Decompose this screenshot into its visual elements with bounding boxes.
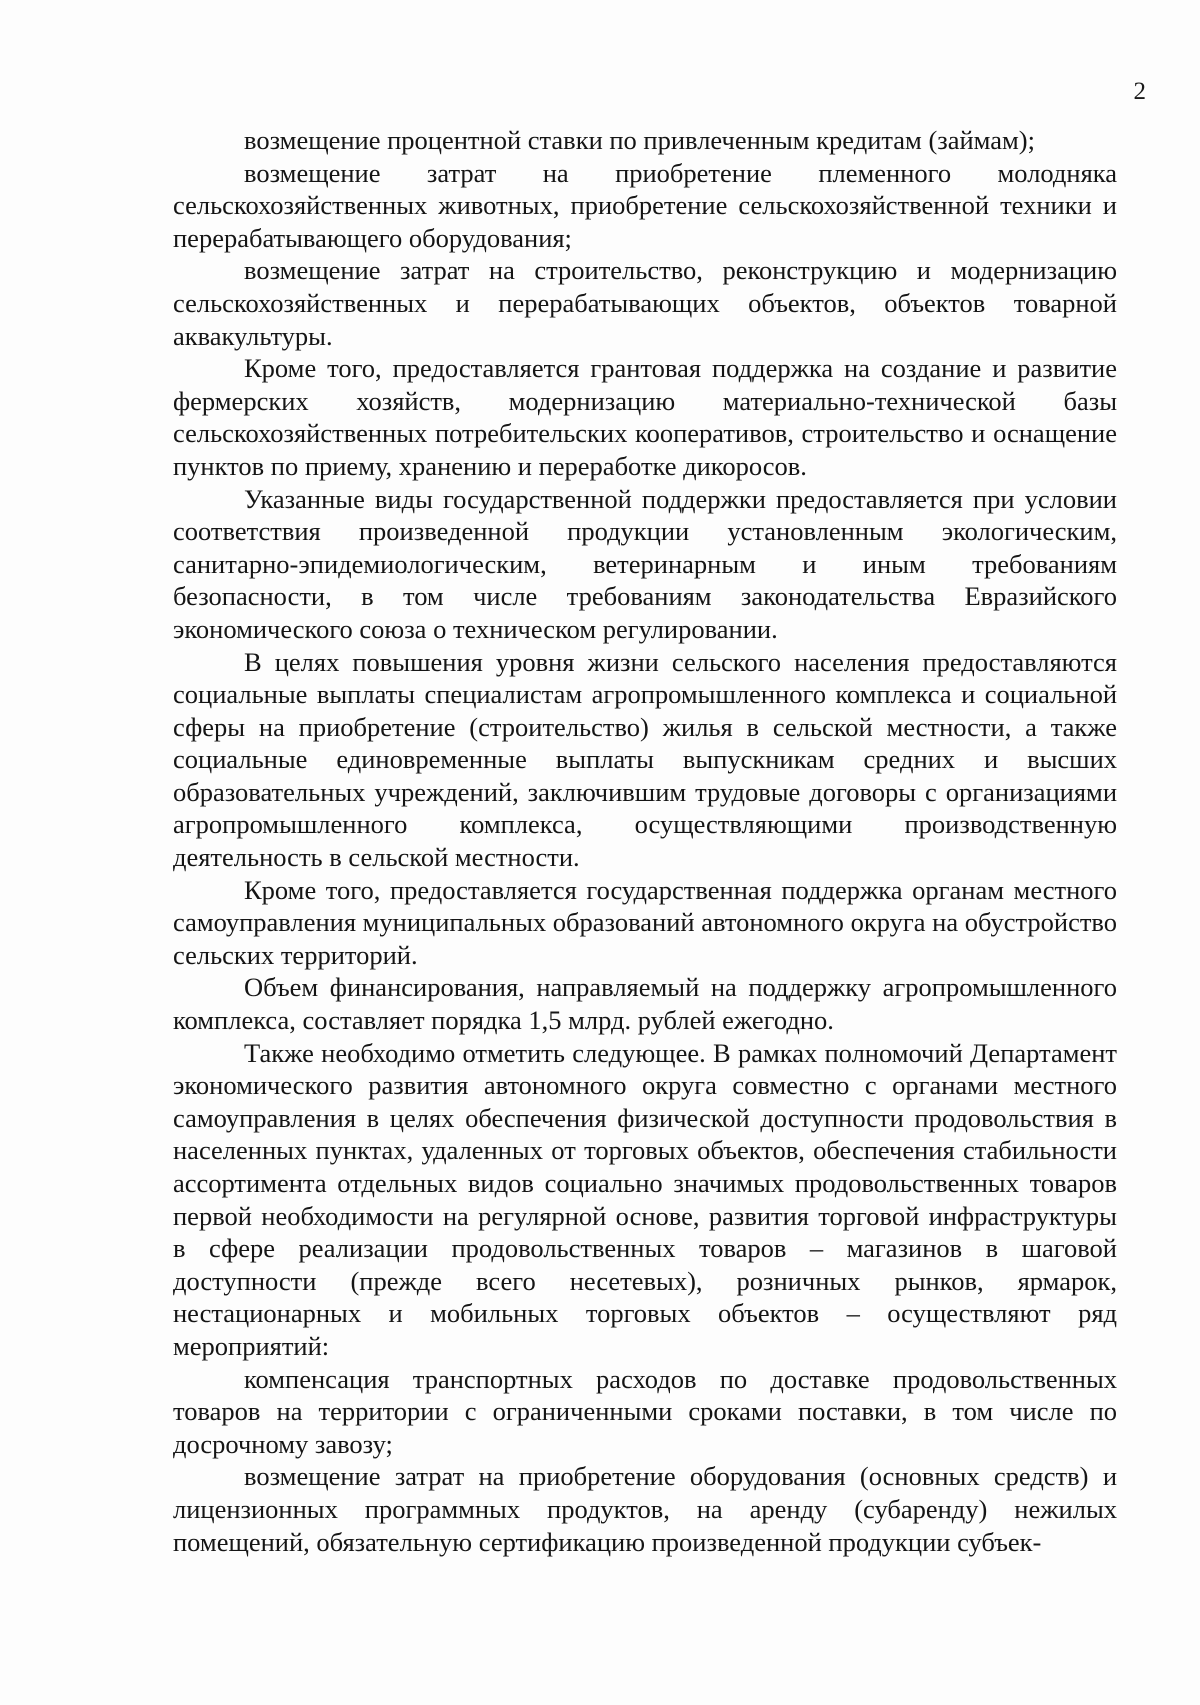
paragraph-conditions: Указанные виды государственной поддержки предоставляется при условии соответствия произведенной продукции установленным экологическим, санитарно-эпидемиологическим, ветеринарным и иным требованиям безопасности, в том числе требованиям законодательства Евразийского экономического союза о техническом регулировании. <box>173 483 1117 644</box>
page-number: 2 <box>1133 78 1146 105</box>
paragraph-social-payments: В целях повышения уровня жизни сельского населения предоставляются социальные выплаты специалистам агропромышленного комплекса и социальной сферы на приобретение (строительство) жилья в сельской местности, а также социальные единовременные выплаты выпускникам средних и высших образовательных учреждений, заключившим трудовые договоры с организациями агропромышленного комплекса, осуществляющими производственную деятельность в сельской местности. <box>173 646 1117 873</box>
document-body <box>173 124 1117 1558</box>
paragraph-construction: возмещение затрат на строительство, реконструкцию и модернизацию сельскохозяйственных и перерабатывающих объектов, объектов товарной аквакультуры. <box>173 255 1117 351</box>
paragraph-trade-measures: Также необходимо отметить следующее. В рамках полномочий Департамент экономического развития автономного округа совместно с органами местного самоуправления в целях обеспечения физической доступности продовольствия в населенных пунктах, удаленных от торговых объектов, обеспечения стабильности ассортимента отдельных видов социально значимых продовольственных товаров первой необходимости на регулярной основе, развития торговой инфраструктуры в сфере реализации продовольственных товаров – магазинов в шаговой доступности (прежде всего несетевых), розничных рынков, ярмарок, нестационарных и мобильных торговых объектов – осуществляют ряд мероприятий: <box>173 1037 1117 1361</box>
paragraph-transport-compensation: компенсация транспортных расходов по доставке продовольственных товаров на территории с ограниченными сроками поставки, в том числе по досрочному завозу; <box>173 1363 1117 1459</box>
paragraph-financing: Объем финансирования, направляемый на поддержку агропромышленного комплекса, составляет порядка 1,5 млрд. рублей ежегодно. <box>173 972 1117 1036</box>
paragraph-equipment-reimbursement: возмещение затрат на приобретение оборудования (основных средств) и лицензионных программных продуктов, на аренду (субаренду) нежилых помещений, обязательную сертификацию произведенной продукции субъек- <box>173 1461 1117 1557</box>
paragraph-interest-rate: возмещение процентной ставки по привлеченным кредитам (займам); <box>244 125 1035 155</box>
paragraph-livestock-equipment: возмещение затрат на приобретение племенного молодняка сельскохозяйственных животных, приобретение сельскохозяйственной техники и перерабатывающего оборудования; <box>173 157 1117 253</box>
paragraph-grant-support: Кроме того, предоставляется грантовая поддержка на создание и развитие фермерских хозяйств, модернизацию материально-технической базы сельскохозяйственных потребительских кооперативов, строительство и оснащение пунктов по приему, хранению и переработке дикоросов. <box>173 353 1117 481</box>
paragraph-rural-territories: Кроме того, предоставляется государственная поддержка органам местного самоуправления муниципальных образований автономного округа на обустройство сельских территорий. <box>173 874 1117 970</box>
